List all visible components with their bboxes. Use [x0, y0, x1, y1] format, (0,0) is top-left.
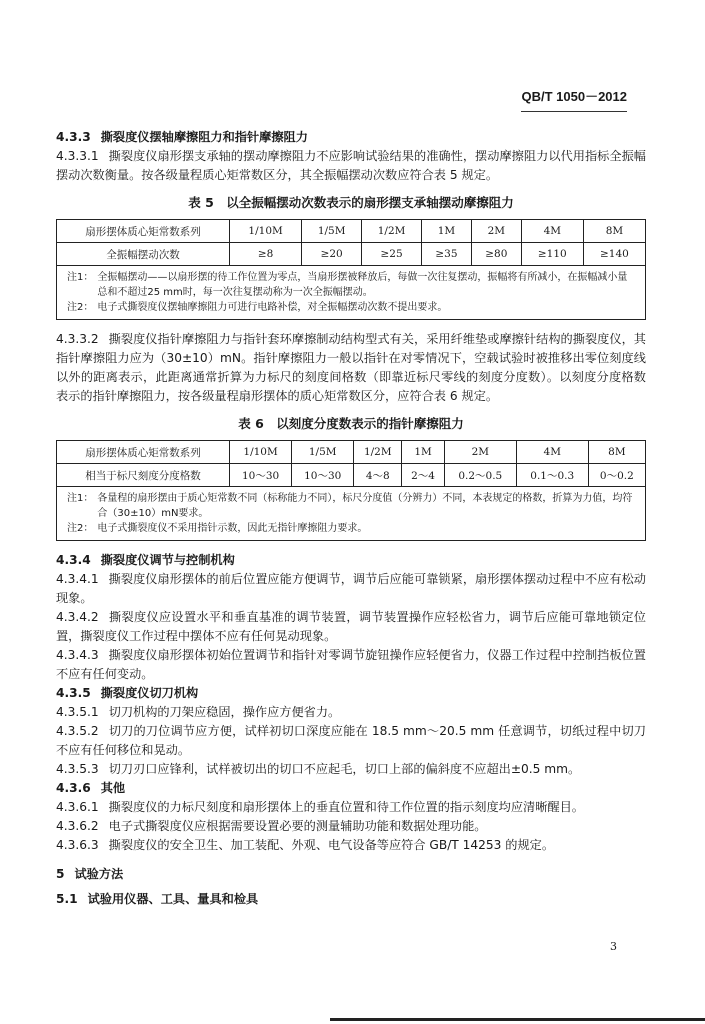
table-cell: 10～30	[292, 464, 354, 487]
table-cell: ≥110	[521, 243, 583, 266]
section-number: 4.3.6	[56, 781, 91, 795]
table-cell: 1/10M	[230, 220, 302, 243]
clause-number: 4.3.3.2	[56, 332, 99, 346]
table-6-caption: 表 6 以刻度分度数表示的指针摩擦阻力	[238, 416, 464, 431]
clause-text: 撕裂度仪的力标尺刻度和扇形摆体上的垂直位置和待工作位置的指示刻度均应清晰醒目。	[108, 800, 584, 814]
page-content	[56, 128, 646, 909]
section-title: 撕裂度仪切刀机构	[100, 686, 199, 700]
table-cell: 8M	[588, 441, 645, 464]
clause-number: 4.3.6.3	[56, 838, 99, 852]
row-label: 相当于标尺刻度分度格数	[57, 464, 230, 487]
section-number: 4.3.4	[56, 553, 91, 567]
note-label: 注2：	[67, 523, 94, 534]
table-cell: 1M	[422, 220, 472, 243]
section-title: 撕裂度仪调节与控制机构	[100, 553, 235, 567]
section-title: 试验用仪器、工具、量具和检具	[87, 892, 259, 906]
section-5-1-heading	[56, 890, 646, 909]
clause-4-3-3-2	[56, 330, 646, 406]
table-cell: 1/5M	[302, 220, 362, 243]
clause-text: 切刀刃口应锋利，试样被切出的切口不应起毛，切口上部的偏斜度不应超出±0.5 mm。	[108, 762, 581, 776]
section-title: 其他	[100, 781, 126, 795]
table-row	[57, 220, 646, 243]
clause-number: 4.3.6.2	[56, 819, 99, 833]
section-number: 5.1	[56, 892, 78, 906]
table-cell: 8M	[583, 220, 645, 243]
section-4-3-3-heading	[56, 128, 646, 147]
clause-4-3-3-1	[56, 147, 646, 185]
clause-4-3-4-2	[56, 608, 646, 646]
table-cell: 0.1～0.3	[516, 464, 588, 487]
note-text: 全振幅摆动——以扇形摆的待工作位置为零点，当扇形摆被释放后，每做一次往复摆动，振幅将有所减小，在振幅减小量总和不超过25 mm时，每一次往复摆动称为一次全振幅摆动。	[97, 272, 628, 298]
table-6	[56, 440, 646, 487]
note-label: 注2：	[67, 302, 94, 313]
table-cell: 0～0.2	[588, 464, 645, 487]
bottom-rule	[330, 1018, 705, 1021]
clause-4-3-6-2	[56, 817, 646, 836]
table-cell: 4～8	[354, 464, 402, 487]
section-5-heading	[56, 865, 646, 884]
table-5-notes	[56, 266, 646, 320]
section-title: 试验方法	[74, 867, 124, 881]
section-number: 4.3.3	[56, 130, 91, 144]
table-cell: 1/10M	[230, 441, 292, 464]
table-cell: ≥20	[302, 243, 362, 266]
section-4-3-6-heading	[56, 779, 646, 798]
note-label: 注1：	[67, 272, 94, 283]
clause-number: 4.3.5.3	[56, 762, 99, 776]
table-cell: 4M	[521, 220, 583, 243]
table-row	[57, 441, 646, 464]
clause-text: 撕裂度仪指针摩擦阻力与指针套环摩擦制动结构型式有关，采用纤维垫或摩擦针结构的撕裂度仪，其指针摩擦阻力应为（30±10）mN。指针摩擦阻力一般以指针在对零情况下，空载试验时被推移出零位刻度线以外的距离表示，此距离通常折算为力标尺的刻度间格数（即靠近标尺零线的刻度分度数）。以刻度分度格数表示的指针摩擦阻力，按各级量程扇形摆体的质心矩常数区分，应符合表 6 规定。	[56, 332, 646, 403]
clause-4-3-4-1	[56, 570, 646, 608]
section-number: 4.3.5	[56, 686, 91, 700]
clause-text: 撕裂度仪扇形摆体初始位置调节和指针对零调节旋钮操作应轻便省力，仪器工作过程中控制挡板位置不应有任何变动。	[56, 648, 646, 681]
clause-4-3-4-3	[56, 646, 646, 684]
table-cell: ≥25	[362, 243, 422, 266]
clause-number: 4.3.4.3	[56, 648, 99, 662]
table-cell: 0.2～0.5	[444, 464, 516, 487]
clause-number: 4.3.4.1	[56, 572, 99, 586]
clause-text: 撕裂度仪扇形摆支承轴的摆动摩擦阻力不应影响试验结果的准确性，摆动摩擦阻力以代用指标全振幅摆动次数衡量。按各级量程质心矩常数区分，其全振幅摆动次数应符合表 5 规定。	[56, 149, 646, 182]
clause-number: 4.3.5.2	[56, 724, 99, 738]
clause-number: 4.3.5.1	[56, 705, 99, 719]
note-1	[67, 270, 635, 300]
clause-text: 撕裂度仪的安全卫生、加工装配、外观、电气设备等应符合 GB/T 14253 的规定。	[108, 838, 555, 852]
table-cell: ≥80	[471, 243, 521, 266]
clause-number: 4.3.4.2	[56, 610, 99, 624]
table-cell: ≥140	[583, 243, 645, 266]
note-text: 各量程的扇形摆由于质心矩常数不同（标称能力不同），标尺分度值（分辨力）不同，本表规定的格数，折算为力值，均符合（30±10）mN要求。	[97, 493, 633, 519]
clause-text: 切刀机构的刀架应稳固，操作应方便省力。	[108, 705, 341, 719]
clause-4-3-5-2	[56, 722, 646, 760]
page-number: 3	[610, 940, 617, 953]
row-label: 扇形摆体质心矩常数系列	[57, 441, 230, 464]
clause-text: 撕裂度仪扇形摆体的前后位置应能方便调节，调节后应能可靠锁紧，扇形摆体摆动过程中不应有松动现象。	[56, 572, 646, 605]
section-4-3-4-heading	[56, 551, 646, 570]
note-2	[67, 300, 635, 315]
note-text: 电子式撕裂度仪摆轴摩擦阻力可进行电路补偿，对全振幅摆动次数不提出要求。	[97, 302, 448, 313]
clause-number: 4.3.6.1	[56, 800, 99, 814]
clause-text: 切刀的刀位调节应方便，试样初切口深度应能在 18.5 mm～20.5 mm 任意调节，切纸过程中切刀不应有任何移位和晃动。	[56, 724, 646, 757]
clause-4-3-6-1	[56, 798, 646, 817]
table-cell: ≥8	[230, 243, 302, 266]
clause-number: 4.3.3.1	[56, 149, 99, 163]
table-cell: 1M	[402, 441, 444, 464]
table-5-caption: 表 5 以全振幅摆动次数表示的扇形摆支承轴摆动摩擦阻力	[188, 195, 514, 210]
clause-text: 撕裂度仪应设置水平和垂直基准的调节装置，调节装置操作应轻松省力，调节后应能可靠地锁定位置，撕裂度仪工作过程中摆体不应有任何晃动现象。	[56, 610, 646, 643]
table-cell: 2M	[471, 220, 521, 243]
note-1	[67, 491, 635, 521]
table-5	[56, 219, 646, 266]
row-label: 全振幅摆动次数	[57, 243, 230, 266]
clause-4-3-5-3	[56, 760, 646, 779]
table-cell: 1/5M	[292, 441, 354, 464]
table-6-notes	[56, 487, 646, 541]
row-label: 扇形摆体质心矩常数系列	[57, 220, 230, 243]
table-row	[57, 464, 646, 487]
standard-code: QB/T 1050－2012	[521, 86, 627, 112]
clause-4-3-6-3	[56, 836, 646, 855]
table-cell: 4M	[516, 441, 588, 464]
clause-text: 电子式撕裂度仪应根据需要设置必要的测量辅助功能和数据处理功能。	[108, 819, 487, 833]
note-label: 注1：	[67, 493, 94, 504]
note-text: 电子式撕裂度仪不采用指针示数，因此无指针摩擦阻力要求。	[97, 523, 368, 534]
section-title: 撕裂度仪摆轴摩擦阻力和指针摩擦阻力	[100, 130, 308, 144]
table-cell: 2M	[444, 441, 516, 464]
table-cell: 1/2M	[354, 441, 402, 464]
table-cell: 10～30	[230, 464, 292, 487]
clause-4-3-5-1	[56, 703, 646, 722]
table-cell: 2～4	[402, 464, 444, 487]
table-cell: ≥35	[422, 243, 472, 266]
section-number: 5	[56, 867, 65, 881]
table-cell: 1/2M	[362, 220, 422, 243]
note-2	[67, 521, 635, 536]
section-4-3-5-heading	[56, 684, 646, 703]
table-row	[57, 243, 646, 266]
